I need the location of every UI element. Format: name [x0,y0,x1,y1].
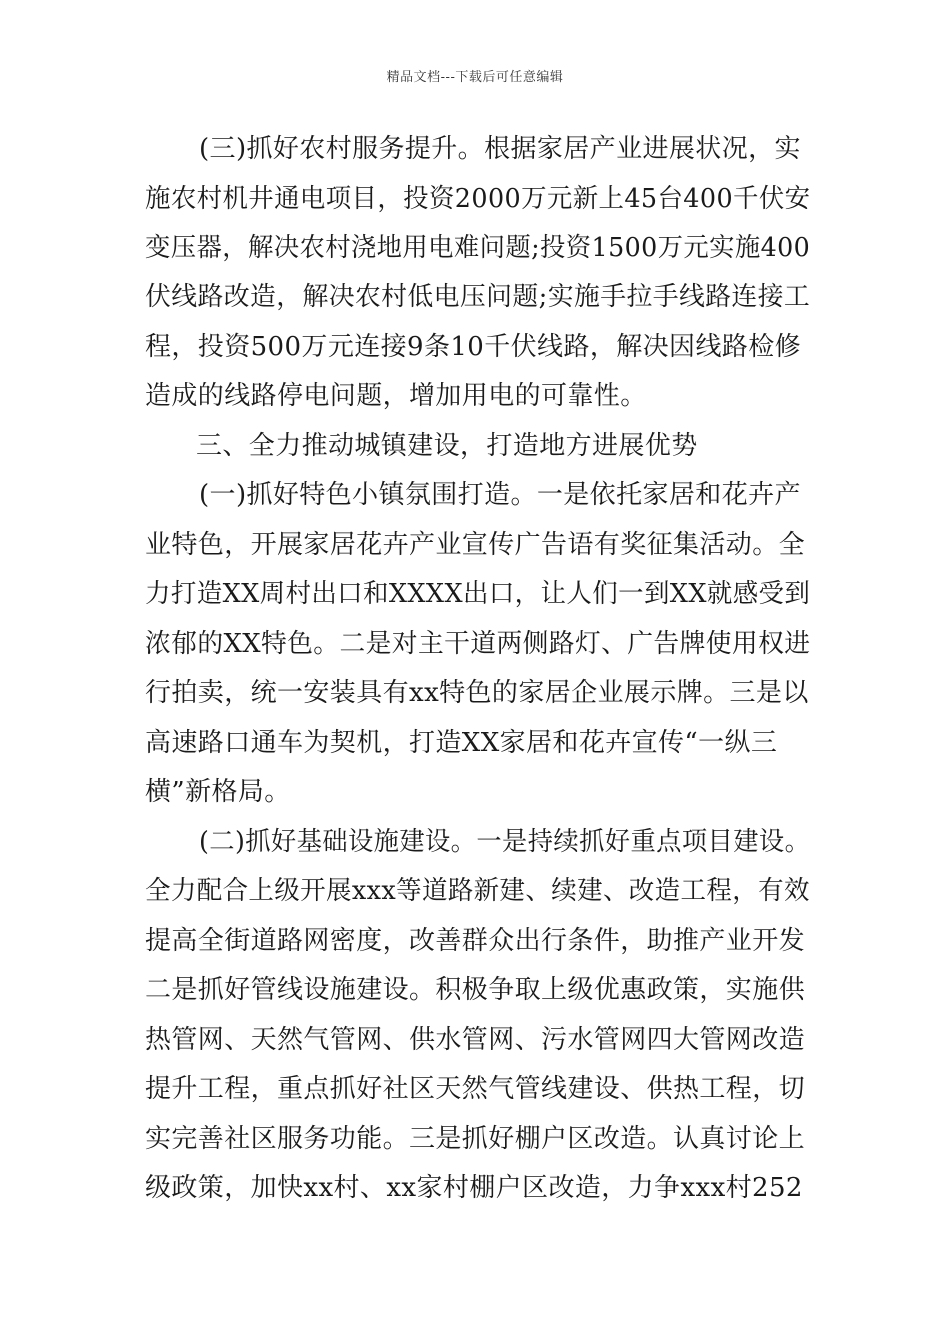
paragraph-line: 实完善社区服务功能。三是抓好棚户区改造。认真讨论上 [145,1124,806,1154]
paragraph-line: 力打造XX周村出口和XXXX出口，让人们一到XX就感受到 [145,579,811,609]
paragraph-line: 造成的线路停电问题，增加用电的可靠性。 [145,381,647,411]
page-header: 精品文档---下载后可任意编辑 [386,70,564,85]
paragraph-line: 行拍卖，统一安装具有xx特色的家居企业展示牌。三是以 [145,678,809,708]
paragraph-line: 浓郁的XX特色。二是对主干道两侧路灯、广告牌使用权进 [145,629,811,659]
paragraph-line: 业特色，开展家居花卉产业宣传广告语有奖征集活动。全 [145,530,806,560]
paragraph-line: (三)抓好农村服务提升。根据家居产业进展状况，实 [199,134,801,164]
paragraph-line: 级政策，加快xx村、xx家村棚户区改造，力争xxx村252 [145,1173,803,1203]
section-heading: 三、全力推动城镇建设，打造地方进展优势 [196,431,698,461]
paragraph-line: 高速路口通车为契机，打造XX家居和花卉宣传“一纵三 [145,728,778,758]
paragraph-line: 横”新格局。 [145,777,291,807]
paragraph-line: 伏线路改造，解决农村低电压问题;实施手拉手线路连接工 [145,282,811,312]
paragraph-line: 提升工程，重点抓好社区天然气管线建设、供热工程，切 [145,1074,806,1104]
paragraph-line: (二)抓好基础设施建设。一是持续抓好重点项目建设。 [199,827,811,857]
paragraph-line: 热管网、天然气管网、供水管网、污水管网四大管网改造 [145,1025,806,1055]
paragraph-line: 二是抓好管线设施建设。积极争取上级优惠政策，实施供 [145,975,806,1005]
paragraph-line: 施农村机井通电项目，投资2000万元新上45台400千伏安 [145,184,811,214]
paragraph-line: (一)抓好特色小镇氛围打造。一是依托家居和花卉产 [199,480,801,510]
paragraph-line: 变压器，解决农村浇地用电难问题;投资1500万元实施400 [145,233,811,263]
paragraph-line: 程，投资500万元连接9条10千伏线路，解决因线路检修 [145,332,802,362]
paragraph-line: 提高全街道路网密度，改善群众出行条件，助推产业开发 [145,926,806,956]
paragraph-line: 全力配合上级开展xxx等道路新建、续建、改造工程，有效 [145,876,810,906]
